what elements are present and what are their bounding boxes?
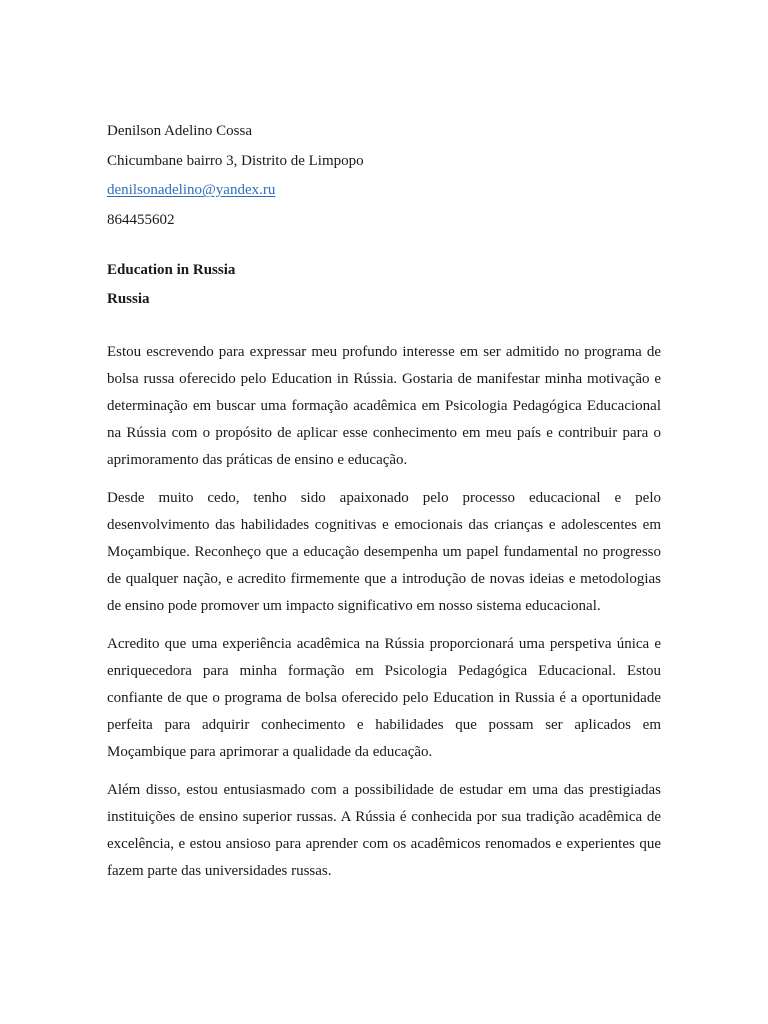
letter-content <box>107 120 661 896</box>
sender-email-line <box>107 179 661 201</box>
body-paragraph: Estou escrevendo para expressar meu profundo interesse em ser admitido no programa de bolsa russa oferecido pelo Education in Rússia. Gostaria de manifestar minha motivação e determinação em buscar uma formação acadêmica em Psicologia Pedagógica Educacional na Rússia com o propósito de aplicar esse conhecimento em meu país e contribuir para o aprimoramento das práticas de ensino e educação. <box>107 343 661 468</box>
sender-email-link[interactable]: denilsonadelino@yandex.ru <box>107 182 276 198</box>
letter-body <box>107 339 661 885</box>
sender-address: Chicumbane bairro 3, Distrito de Limpopo <box>107 152 364 169</box>
body-paragraph: Além disso, estou entusiasmado com a possibilidade de estudar em uma das prestigiadas instituições de ensino superior russas. A Rússia é conhecida por sua tradição acadêmica de excelência, e estou ansioso para aprender com os acadêmicos renomados e experientes que fazem parte das universidades russas. <box>107 781 661 879</box>
recipient-country: Russia <box>107 290 150 307</box>
recipient-organization: Education in Russia <box>107 261 236 278</box>
body-paragraph: Desde muito cedo, tenho sido apaixonado pelo processo educacional e pelo desenvolvimento das habilidades cognitivas e emocionais das crianças e adolescentes em Moçambique. Reconheço que a educação desempenha um papel fundamental no progresso de qualquer nação, e acredito firmemente que a introdução de novas ideias e metodologias de ensino pode promover um impacto significativo em nosso sistema educacional. <box>107 489 661 614</box>
recipient-block <box>107 259 661 310</box>
sender-phone: 864455602 <box>107 211 175 228</box>
sender-name: Denilson Adelino Cossa <box>107 123 252 139</box>
body-paragraph: Acredito que uma experiência acadêmica na Rússia proporcionará uma perspetiva única e enriquecedora para minha formação em Psicologia Pedagógica Educacional. Estou confiante de que o programa de bolsa oferecido pelo Education in Russia é a oportunidade perfeita para adquirir conhecimento e habilidades que possam ser aplicados em Moçambique para aprimorar a qualidade da educação. <box>107 635 661 760</box>
sender-block <box>107 120 661 231</box>
